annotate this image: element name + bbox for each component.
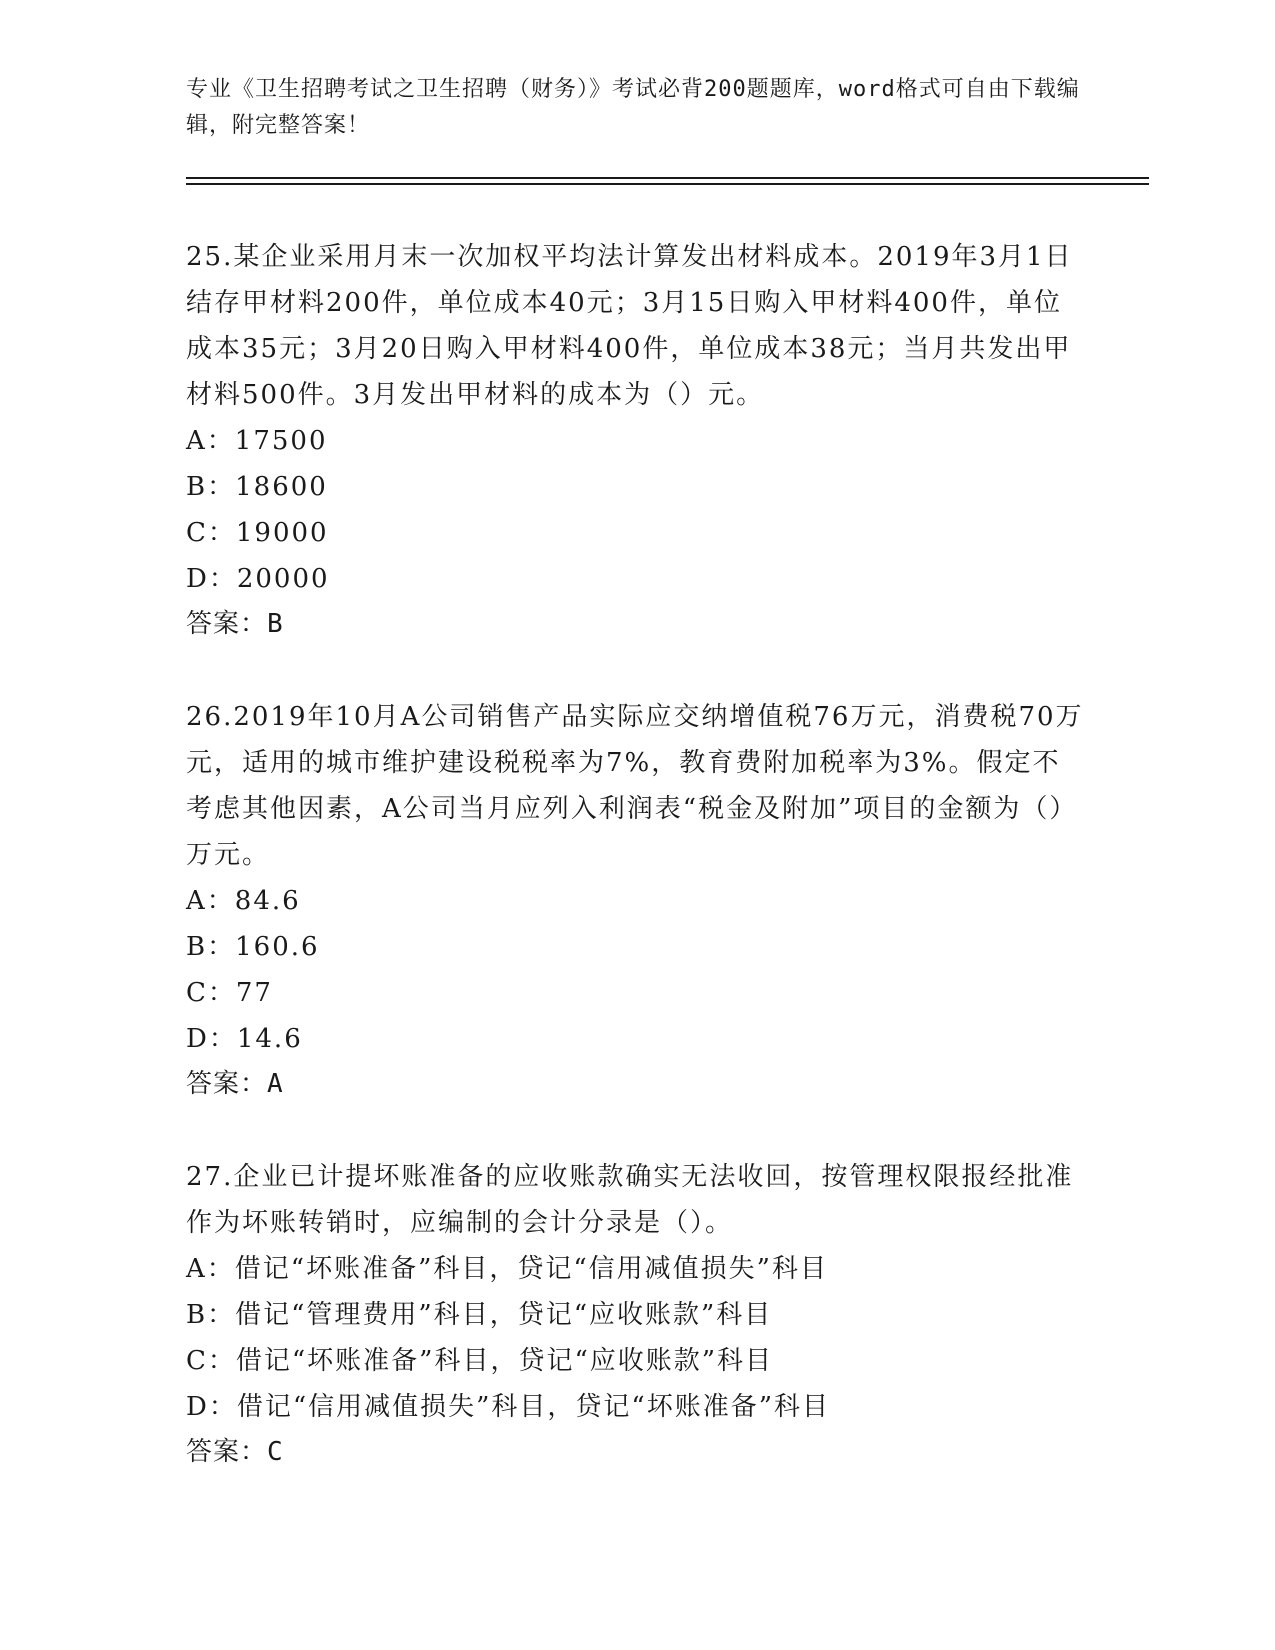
document-header: 专业《卫生招聘考试之卫生招聘（财务）》考试必背200题题库，word格式可自由下载编辑，附完整答案！ [186,77,1080,138]
option-a: A：借记“坏账准备”科目，贷记“信用减值损失”科目 [186,1254,828,1284]
option-b: B：借记“管理费用”科目，贷记“应收账款”科目 [186,1300,773,1330]
header-rule-top [186,177,1149,179]
question-26 [186,694,1086,1106]
option-list [186,878,1086,1062]
header-rule-bottom [186,183,1149,185]
answer: 答案：C [186,1437,284,1467]
option-b: B：18600 [186,472,328,502]
answer: 答案：A [186,1069,284,1099]
question-stem: 27.企业已计提坏账准备的应收账款确实无法收回，按管理权限报经批准作为坏账转销时，应编制的会计分录是（）。 [186,1162,1074,1238]
option-a: A：84.6 [186,886,301,916]
option-b: B：160.6 [186,932,320,962]
option-c: C：19000 [186,518,329,548]
option-c: C：77 [186,978,273,1008]
question-stem: 26.2019年10月A公司销售产品实际应交纳增值税76万元，消费税70万元，适用的城市维护建设税税率为7%，教育费附加税率为3%。假定不考虑其他因素，A公司当月应列入利润表“税金及附加”项目的金额为（）万元。 [186,702,1084,870]
option-list [186,418,1086,602]
answer: 答案：B [186,609,284,639]
option-d: D：借记“信用减值损失”科目，贷记“坏账准备”科目 [186,1392,831,1422]
option-d: D：14.6 [186,1024,303,1054]
option-list [186,1246,1086,1430]
option-c: C：借记“坏账准备”科目，贷记“应收账款”科目 [186,1346,774,1376]
question-stem: 25.某企业采用月末一次加权平均法计算发出材料成本。2019年3月1日结存甲材料200件，单位成本40元；3月15日购入甲材料400件，单位成本35元；3月20日购入甲材料400件，单位成本38元；当月共发出甲材料500件。3月发出甲材料的成本为（）元。 [186,242,1073,410]
option-a: A：17500 [186,426,328,456]
option-d: D：20000 [186,564,330,594]
question-list [186,234,1086,1522]
question-25 [186,234,1086,646]
question-27 [186,1154,1086,1474]
